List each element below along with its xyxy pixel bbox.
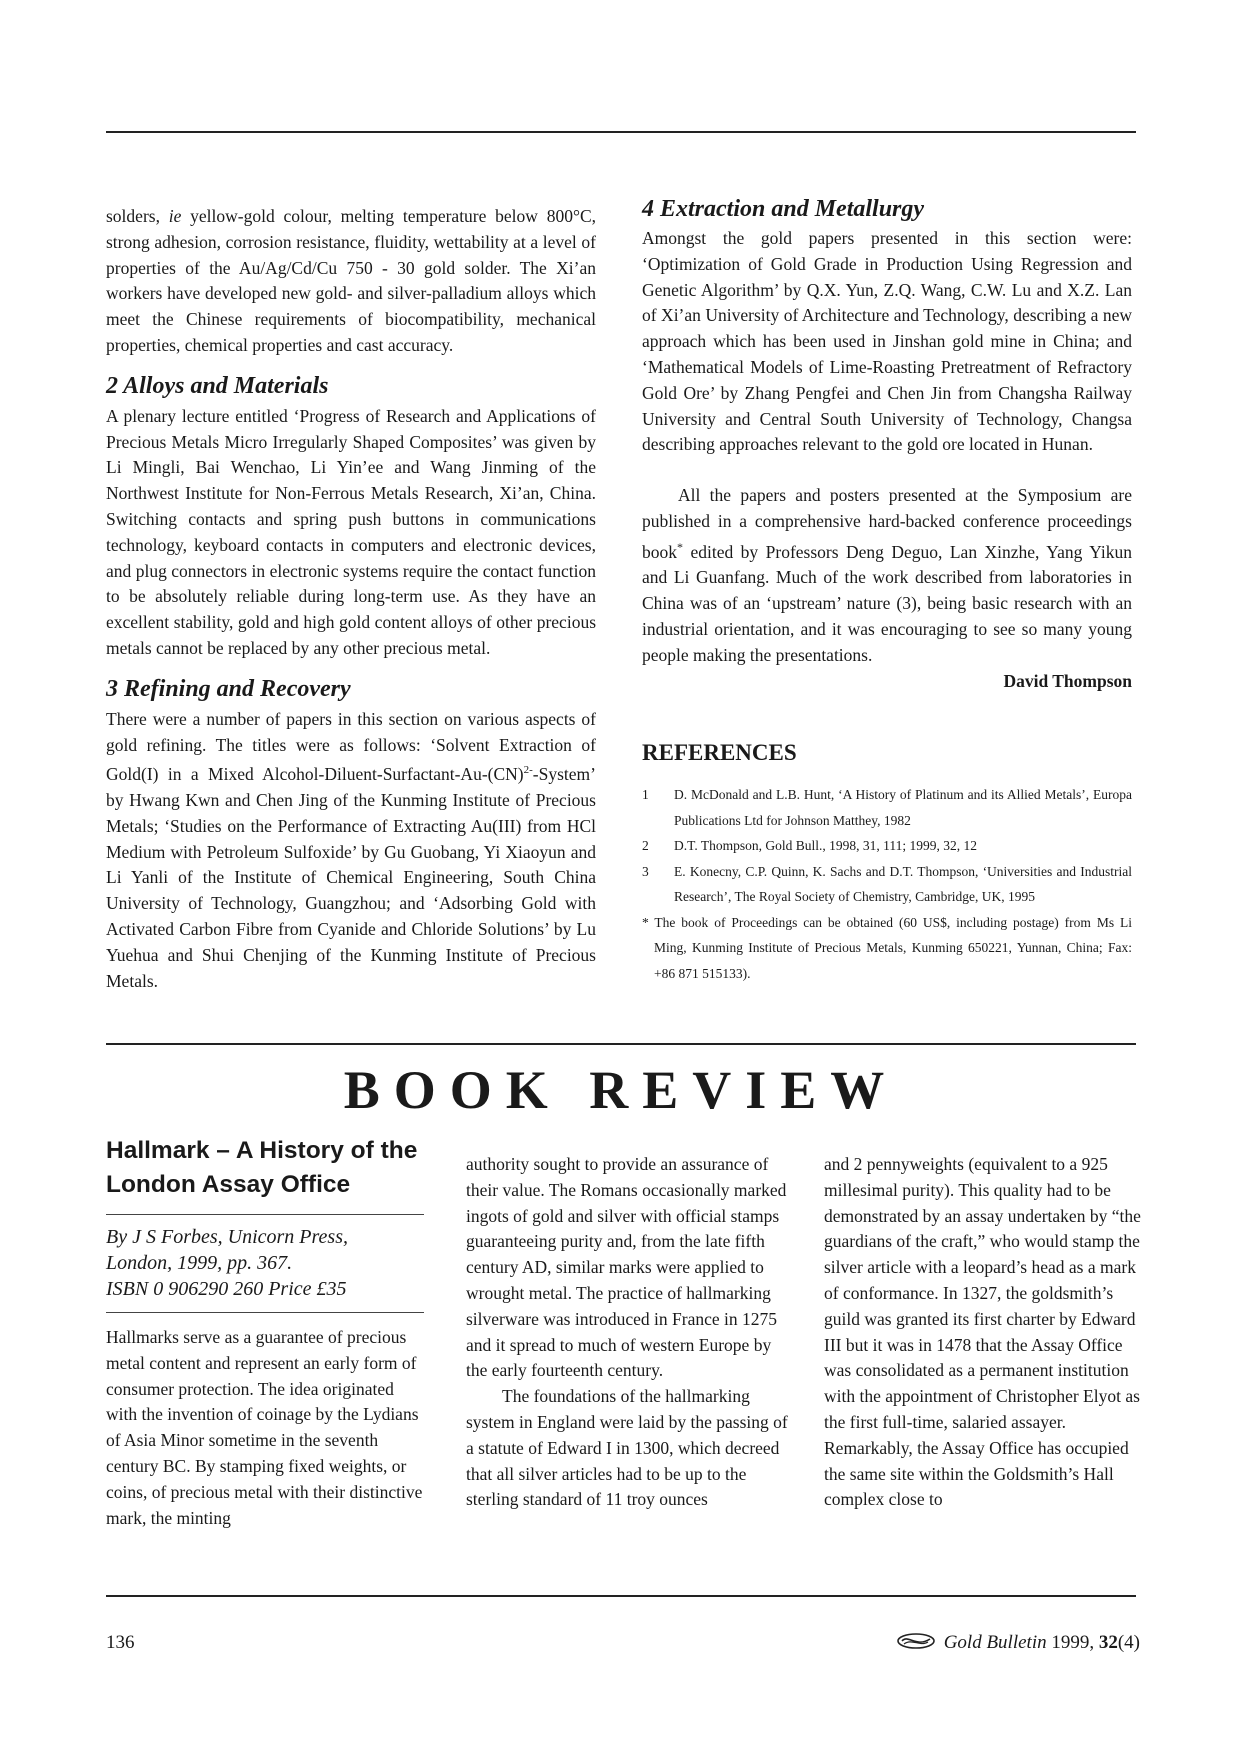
journal-name: Gold Bulletin bbox=[943, 1632, 1047, 1653]
journal-volume: 32 bbox=[1098, 1632, 1118, 1653]
page-number: 136 bbox=[106, 1632, 135, 1653]
book-isbn-line: ISBN 0 906290 260 Price £35 bbox=[106, 1278, 347, 1300]
section-3-heading: 3 Refining and Recovery bbox=[106, 675, 351, 702]
book-review-banner: BOOK REVIEW bbox=[343, 1060, 899, 1120]
section-3-text: There were a number of papers in this section on various aspects of gold refining. The titles were as follows: ‘Solvent Extraction of Gold(I) in a Mixed Alcohol-Diluent-Surfactant-Au-(CN)$^{2-}$-System’ by Hwang Kwn and Chen Jing of the Kunming Institute of Precious Metals; ‘Studies on the Performance of Extracting Au(III) from HCl Medium with Petroleum Sulfoxide’ by Gu Guobang, Yi Xiaoyun and Li Yanli of the Institute of Chemical Engineering, South China University of Technology, Guangzhou; and ‘Adsorbing Gold with Activated Carbon Fibre from Cyanide and Chloride Solutions’ by Lu Yuehua and Shui Chenjing of the Kunming Institute of Precious Metals. bbox=[106, 708, 596, 991]
book-title: Hallmark – A History of the London Assay Office bbox=[106, 1137, 418, 1198]
reference-item: 3 E. Konecny, C.P. Quinn, K. Sachs and D.T. Thompson, ‘Universities and Industrial Research’, The Royal Society of Chemistry, Cambridge, UK, 1995 bbox=[642, 863, 1132, 905]
section-4-heading: 4 Extraction and Metallurgy bbox=[642, 196, 925, 222]
book-title-rule bbox=[106, 1214, 424, 1215]
reference-item: 2 D.T. Thompson, Gold Bull., 1998, 31, 111; 1999, 32, 12 bbox=[642, 838, 978, 854]
right-column bbox=[642, 194, 1132, 986]
section-2-text: A plenary lecture entitled ‘Progress of Research and Applications of Precious Metals Micro Irregularly Shaped Composites’ was given by Li Mingli, Bai Wenchao, Li Yin’ee and Wang Jinming of the Northwest Institute for Non-Ferrous Metals Research, Xi’an, China. Switching contacts and spring push buttons in communications technology, keyboard contacts in computers and electronic devices, and plug connectors in electronic systems require the contact function to be absolutely reliable during long-term use. As they have an excellent stability, gold and high gold content alloys of other precious metals cannot be replaced by any other precious metal. bbox=[106, 405, 596, 658]
book-meta-rule bbox=[106, 1312, 424, 1313]
book-publisher-line: London, 1999, pp. 367. bbox=[106, 1252, 293, 1274]
bottom-rule bbox=[106, 1595, 1136, 1597]
journal-year: 1999, bbox=[1046, 1632, 1099, 1653]
gold-bulletin-logo-icon bbox=[896, 1632, 936, 1650]
section-4-text: Amongst the gold papers presented in this section were: ‘Optimization of Gold Grade in Production Using Regression and Genetic Algorithm’ by Q.X. Yun, Z.Q. Wang, C.W. Lu and X.Z. Lan of Xi’an University of Architecture and Technology, describing a new approach which has been used in Jinshan gold mine in China; and ‘Mathematical Models of Lime-Roasting Pretreatment of Refractory Gold Ore’ by Zhang Pengfei and Chen Jin from Changsha Railway University and Central South University of Technology, Changsa describing approaches relevant to the gold ore located in Hunan. bbox=[642, 228, 1132, 455]
author-name: David Thompson bbox=[1003, 670, 1132, 691]
section-2-heading: 2 Alloys and Materials bbox=[106, 372, 329, 399]
journal-citation bbox=[896, 1632, 1140, 1654]
journal-issue: (4) bbox=[1117, 1632, 1140, 1653]
references-list bbox=[642, 782, 1132, 910]
book-author-line: By J S Forbes, Unicorn Press, bbox=[106, 1226, 348, 1248]
book-col2-text-b: The foundations of the hallmarking system in England were laid by the passing of a statute of Edward I in 1300, which decreed that all silver articles had to be up to the sterling standard of 11 troy ounces bbox=[466, 1386, 788, 1510]
top-rule bbox=[106, 131, 1136, 133]
footnote: * The book of Proceedings can be obtained (60 US$, including postage) from Ms Li Ming, Kunming Institute of Precious Metals, Kunming 650221, Yunnan, China; Fax: +86 871 515133). bbox=[642, 914, 1132, 981]
book-col2-text-a: authority sought to provide an assurance of their value. The Romans occasionally marked ingots of gold and silver with official stamps guaranteeing purity and, from the late fifth century AD, similar marks were applied to wrought metal. The practice of hallmarking silverware was introduced in France in 1275 and it spread to much of western Europe by the early fourteenth century. bbox=[466, 1154, 787, 1381]
book-metadata bbox=[106, 1224, 424, 1302]
closing-paragraph: All the papers and posters presented at the Symposium are published in a comprehensive hard-backed conference proceedings book* edited by Professors Deng Deguo, Lan Xinzhe, Yang Yikun and Li Guanfang. Much of the work described from laboratories in China was of an ‘upstream’ nature (3), being basic research with an industrial orientation, and it was encouraging to see so many young people making the presentations. bbox=[642, 485, 1132, 665]
intro-paragraph: solders, ie yellow-gold colour, melting temperature below 800°C, strong adhesion, corrosion resistance, fluidity, wettability at a level of properties of the Au/Ag/Cd/Cu 750 - 30 gold solder. The Xi’an workers have developed new gold- and silver-palladium alloys which meet the Chinese requirements of biocompatibility, mechanical properties, chemical properties and cast accuracy. bbox=[106, 206, 596, 355]
book-column-1 bbox=[106, 1134, 424, 1531]
left-column bbox=[106, 204, 596, 994]
book-col3-text: and 2 pennyweights (equivalent to a 925 millesimal purity). This quality had to be demonstrated by an assay undertaken by “the guardians of the craft,” who would stamp the silver article with a leopard’s head as a mark of conformance. In 1327, the goldsmith’s guild was granted its first charter by Edward III but it was in 1478 that the Assay Office was consolidated as a permanent institution with the appointment of Christopher Elyot as the first full-time, salaried assayer. Remarkably, the Assay Office has occupied the same site within the Goldsmith’s Hall complex close to bbox=[824, 1154, 1141, 1510]
book-col1-text: Hallmarks serve as a guarantee of precious metal content and represent an early form of consumer protection. The idea originated with the invention of coinage by the Lydians of Asia Minor sometime in the seventh century BC. By stamping fixed weights, or coins, of precious metal with their distinctive mark, the minting bbox=[106, 1327, 423, 1528]
book-column-3 bbox=[824, 1152, 1144, 1513]
reference-item: 1 D. McDonald and L.B. Hunt, ‘A History of Platinum and its Allied Metals’, Europa Publications Ltd for Johnson Matthey, 1982 bbox=[642, 787, 1132, 828]
mid-rule bbox=[106, 1043, 1136, 1045]
references-heading: REFERENCES bbox=[642, 740, 797, 766]
book-column-2 bbox=[466, 1152, 788, 1513]
